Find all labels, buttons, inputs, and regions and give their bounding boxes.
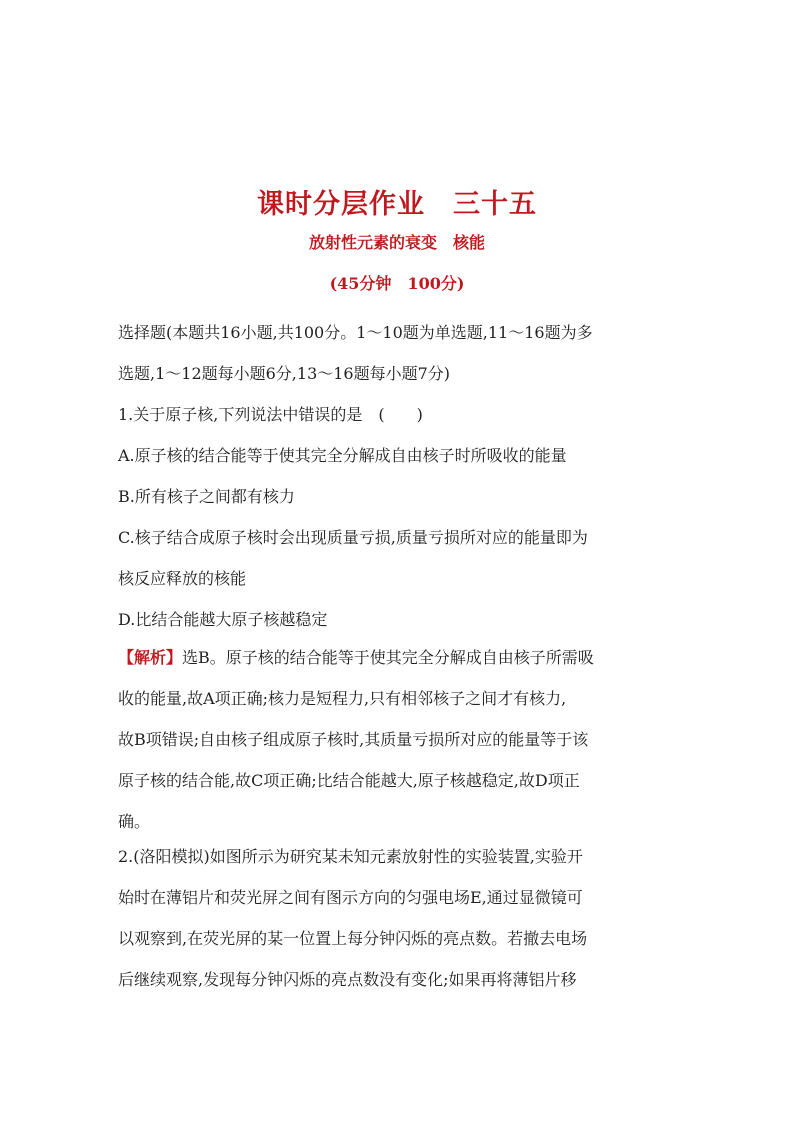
question-stem: 1.关于原子核,下列说法中错误的是 ( ) xyxy=(118,405,423,424)
page-subtitle: 放射性元素的衰变 核能 xyxy=(308,233,485,252)
analysis-line xyxy=(118,637,678,678)
time-score-info: (45分钟 100分) xyxy=(329,274,465,293)
option-d: D.比结合能越大原子核越稳定 xyxy=(118,610,328,629)
question-line: 后继续观察,发现每分钟闪烁的亮点数没有变化;如果再将薄铝片移 xyxy=(118,970,577,989)
option-c-continued: 核反应释放的核能 xyxy=(118,569,247,588)
analysis-line: 收的能量,故A项正确;核力是短程力,只有相邻核子之间才有核力, xyxy=(118,689,567,708)
question-line: 以观察到,在荧光屏的某一位置上每分钟闪烁的亮点数。若撤去电场 xyxy=(118,929,588,948)
question-line: 2.(洛阳模拟)如图所示为研究某未知元素放射性的实验装置,实验开 xyxy=(118,847,583,866)
analysis-line: 确。 xyxy=(118,812,151,831)
analysis-line: 故B项错误;自由核子组成原子核时,其质量亏损所对应的能量等于该 xyxy=(118,730,589,749)
analysis-1 xyxy=(118,637,678,842)
question-1 xyxy=(118,394,678,640)
instruction-line: 选题,1～12题每小题6分,13～16题每小题7分) xyxy=(118,364,451,383)
option-c: C.核子结合成原子核时会出现质量亏损,质量亏损所对应的能量即为 xyxy=(118,528,588,547)
analysis-line: 原子核的结合能,故C项正确;比结合能越大,原子核越稳定,故D项正 xyxy=(118,771,580,790)
analysis-tag: 【解析】 xyxy=(118,648,183,667)
section-instructions xyxy=(118,312,678,394)
page-title: 课时分层作业 三十五 xyxy=(257,189,537,220)
question-2 xyxy=(118,836,678,1000)
question-line: 始时在薄铝片和荧光屏之间有图示方向的匀强电场E,通过显微镜可 xyxy=(118,888,583,907)
analysis-text: 选B。原子核的结合能等于使其完全分解成自由核子所需吸 xyxy=(182,648,594,667)
instruction-line: 选择题(本题共16小题,共100分。1～10题为单选题,11～16题为多 xyxy=(118,323,593,342)
option-b: B.所有核子之间都有核力 xyxy=(118,487,295,506)
option-a: A.原子核的结合能等于使其完全分解成自由核子时所吸收的能量 xyxy=(118,446,567,465)
